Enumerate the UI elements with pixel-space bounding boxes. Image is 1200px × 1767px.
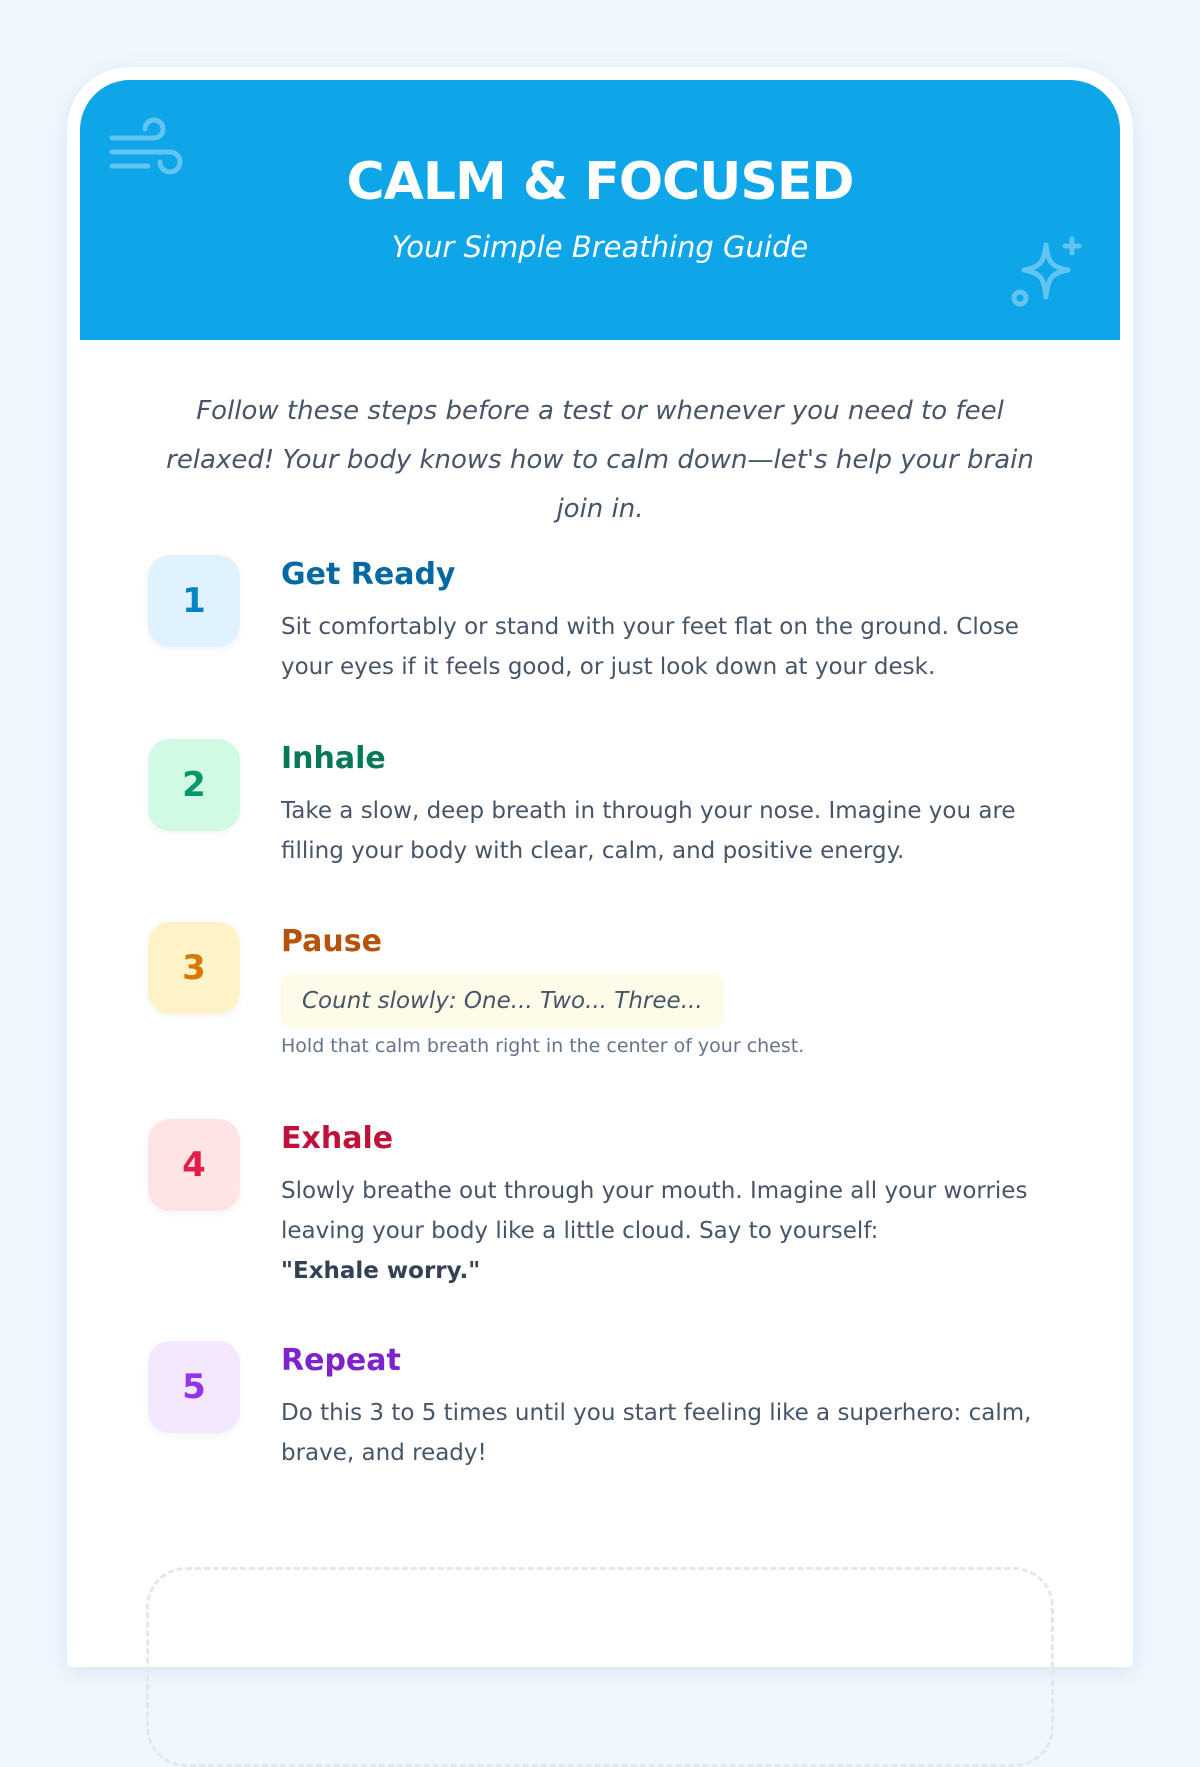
step-number-badge: 5	[148, 1341, 240, 1433]
page-title: CALM & FOCUSED	[346, 152, 854, 212]
step-number-badge: 4	[148, 1119, 240, 1211]
step-description	[281, 1171, 1056, 1291]
sparkle-icon	[1010, 235, 1086, 311]
step-description: Do this 3 to 5 times until you start feeling like a superhero: calm, brave, and ready!	[281, 1400, 1032, 1466]
step-title: Exhale	[281, 1121, 394, 1156]
page-subtitle: Your Simple Breathing Guide	[391, 230, 809, 264]
step-description: Take a slow, deep breath in through your nose. Imagine you are filling your body with clear, calm, and positive energy.	[281, 798, 1016, 864]
header-banner	[80, 80, 1120, 340]
step-number-badge: 2	[148, 739, 240, 831]
tip-box	[146, 1567, 1054, 1767]
step-text: Slowly breathe out through your mouth. Imagine all your worries leaving your body like a little cloud. Say to yourself:	[281, 1178, 1028, 1244]
step-number-badge: 3	[148, 922, 240, 1014]
step-title: Repeat	[281, 1343, 401, 1378]
step-description: Sit comfortably or stand with your feet flat on the ground. Close your eyes if it feels good, or just look down at your desk.	[281, 614, 1019, 680]
step-title: Pause	[281, 924, 382, 959]
step-title: Get Ready	[281, 557, 456, 592]
step-number-badge: 1	[148, 555, 240, 647]
count-instruction: Count slowly: One... Two... Three...	[281, 974, 724, 1028]
step-title: Inhale	[281, 741, 386, 776]
hold-note: Hold that calm breath right in the center of your chest.	[281, 1035, 805, 1057]
guide-card	[67, 67, 1133, 1667]
intro-text: Follow these steps before a test or whenever you need to feel relaxed! Your body knows how to calm down—let's help your brain join in.	[166, 396, 1034, 524]
exhale-quote: "Exhale worry."	[281, 1258, 481, 1284]
